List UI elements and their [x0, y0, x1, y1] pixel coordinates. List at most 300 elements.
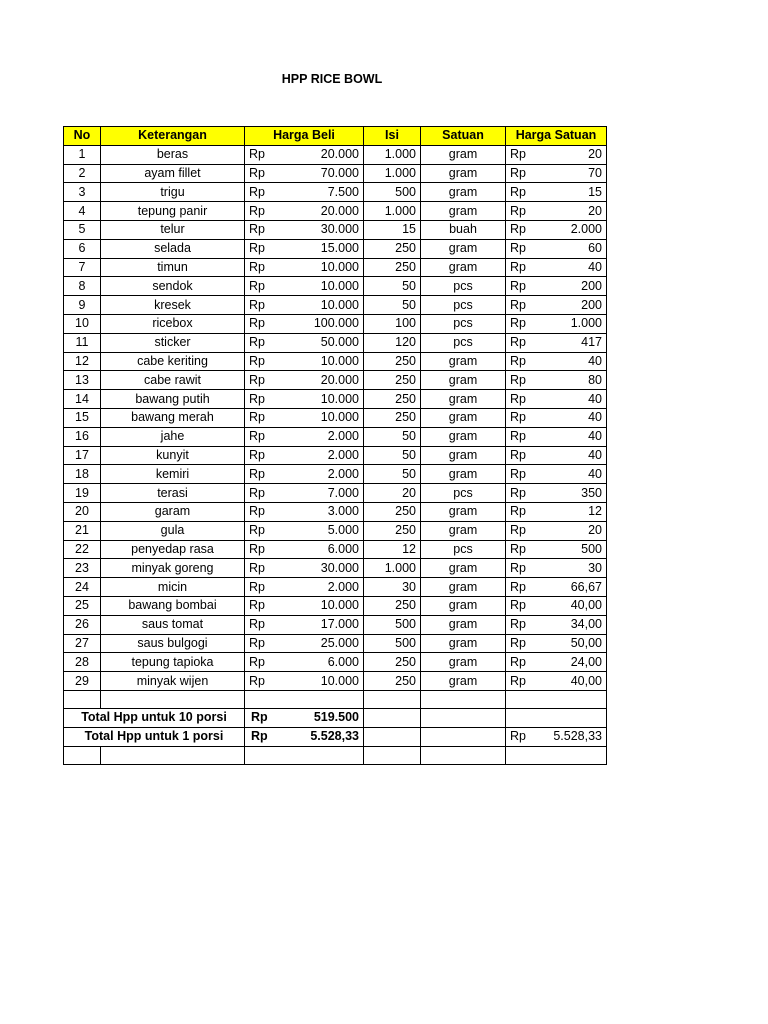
cell-harga-satuan: [506, 352, 607, 371]
harga-beli-value: 50.000: [320, 335, 359, 350]
isi-value: 250: [395, 598, 416, 613]
table-row: [64, 559, 607, 578]
row-number: 20: [75, 504, 89, 519]
satuan-value: pcs: [453, 485, 473, 500]
cell-isi: [364, 653, 421, 672]
cell-satuan: [421, 183, 506, 202]
cell-harga-beli: [245, 465, 364, 484]
isi-value: 500: [395, 617, 416, 632]
isi-value: 250: [395, 673, 416, 688]
row-number: 26: [75, 617, 89, 632]
cell-no: [64, 521, 101, 540]
cell-no: [64, 390, 101, 409]
currency-label: Rp: [510, 673, 526, 688]
isi-value: 250: [395, 241, 416, 256]
row-number: 5: [78, 222, 86, 237]
currency-label: Rp: [510, 372, 526, 387]
cell-keterangan: [101, 615, 245, 634]
cell-harga-satuan: [506, 277, 607, 296]
satuan-value: pcs: [453, 335, 473, 350]
header-harga-satuan: Harga Satuan: [506, 127, 607, 146]
currency-label: Rp: [249, 560, 265, 575]
currency-label: Rp: [510, 429, 526, 444]
item-name: kunyit: [156, 447, 189, 462]
harga-satuan-value: 40: [588, 353, 602, 368]
currency-label: Rp: [510, 541, 526, 556]
cell-isi: [364, 540, 421, 559]
harga-beli-value: 15.000: [320, 241, 359, 256]
table-row: [64, 540, 607, 559]
isi-value: 12: [402, 541, 416, 556]
cell-harga-beli: [245, 333, 364, 352]
harga-satuan-value: 40: [588, 410, 602, 425]
cell-harga-satuan: [506, 465, 607, 484]
table-row: [64, 164, 607, 183]
cell-harga-satuan: [506, 258, 607, 277]
cell-harga-satuan: [506, 653, 607, 672]
harga-beli-value: 100.000: [313, 316, 359, 331]
empty-cell: [101, 690, 245, 708]
table-row: [64, 465, 607, 484]
harga-satuan-value: 50,00: [570, 635, 602, 650]
total-1-row: [64, 727, 607, 746]
cell-harga-beli: [245, 408, 364, 427]
item-name: jahe: [160, 429, 185, 444]
satuan-value: gram: [448, 654, 478, 669]
cell-no: [64, 540, 101, 559]
cell-isi: [364, 596, 421, 615]
satuan-value: gram: [448, 447, 478, 462]
item-name: selada: [154, 241, 191, 256]
harga-satuan-value: 20: [588, 203, 602, 218]
cell-no: [64, 502, 101, 521]
table-row: [64, 258, 607, 277]
table-row: [64, 220, 607, 239]
cell-harga-beli: [245, 314, 364, 333]
cell-satuan: [421, 465, 506, 484]
harga-satuan-value: 200: [581, 278, 602, 293]
currency-label: Rp: [249, 523, 265, 538]
currency-label: Rp: [249, 485, 265, 500]
row-number: 19: [75, 485, 89, 500]
isi-value: 250: [395, 523, 416, 538]
item-name: bawang merah: [131, 410, 214, 425]
harga-beli-value: 30.000: [320, 560, 359, 575]
cell-satuan: [421, 296, 506, 315]
currency-label: Rp: [510, 635, 526, 650]
isi-value: 250: [395, 654, 416, 669]
item-name: telur: [160, 222, 185, 237]
cell-satuan: [421, 164, 506, 183]
cell-keterangan: [101, 578, 245, 597]
cell-satuan: [421, 371, 506, 390]
cell-satuan: [421, 672, 506, 691]
total-1-value: 5.528,33: [310, 729, 359, 744]
row-number: 28: [75, 654, 89, 669]
empty-cell: [421, 690, 506, 708]
isi-value: 250: [395, 259, 416, 274]
table-row: [64, 408, 607, 427]
currency-label: Rp: [249, 504, 265, 519]
cell-harga-satuan: [506, 559, 607, 578]
harga-beli-value: 2.000: [327, 579, 359, 594]
currency-label: Rp: [249, 259, 265, 274]
empty-cell: [245, 746, 364, 764]
isi-value: 50: [402, 429, 416, 444]
table-row: [64, 427, 607, 446]
cell-harga-satuan: [506, 183, 607, 202]
satuan-value: gram: [448, 410, 478, 425]
isi-value: 500: [395, 184, 416, 199]
isi-value: 1.000: [384, 203, 416, 218]
cell-harga-beli: [245, 484, 364, 503]
cell-no: [64, 465, 101, 484]
isi-value: 500: [395, 635, 416, 650]
harga-beli-value: 2.000: [327, 466, 359, 481]
empty-cell: [421, 746, 506, 764]
currency-label: Rp: [510, 447, 526, 462]
row-number: 23: [75, 560, 89, 575]
satuan-value: gram: [448, 466, 478, 481]
currency-label: Rp: [510, 259, 526, 274]
cell-satuan: [421, 559, 506, 578]
cell-isi: [364, 446, 421, 465]
cell-harga-satuan: [506, 427, 607, 446]
cell-harga-beli: [245, 296, 364, 315]
item-name: minyak goreng: [131, 560, 214, 575]
harga-satuan-value: 1.000: [570, 316, 602, 331]
satuan-value: gram: [448, 391, 478, 406]
cell-no: [64, 277, 101, 296]
cell-harga-beli: [245, 202, 364, 221]
isi-value: 1.000: [384, 560, 416, 575]
cell-keterangan: [101, 502, 245, 521]
table-row: [64, 578, 607, 597]
cell-harga-satuan: [506, 615, 607, 634]
row-number: 16: [75, 429, 89, 444]
item-name: cabe rawit: [144, 372, 201, 387]
satuan-value: pcs: [453, 316, 473, 331]
item-name: penyedap rasa: [131, 541, 214, 556]
table-row: [64, 296, 607, 315]
item-name: garam: [154, 504, 191, 519]
currency-label: Rp: [251, 710, 268, 725]
cell-keterangan: [101, 672, 245, 691]
empty-cell: [364, 708, 421, 727]
empty-cell: [245, 690, 364, 708]
item-name: bawang putih: [135, 391, 210, 406]
cell-harga-satuan: [506, 164, 607, 183]
cell-harga-satuan: [506, 540, 607, 559]
harga-beli-value: 70.000: [320, 165, 359, 180]
item-name: timun: [157, 259, 188, 274]
harga-satuan-value: 34,00: [570, 617, 602, 632]
currency-label: Rp: [510, 241, 526, 256]
isi-value: 50: [402, 297, 416, 312]
cell-satuan: [421, 277, 506, 296]
table-row: [64, 183, 607, 202]
row-number: 10: [75, 316, 89, 331]
row-number: 12: [75, 353, 89, 368]
satuan-value: gram: [448, 673, 478, 688]
isi-value: 50: [402, 447, 416, 462]
isi-value: 250: [395, 391, 416, 406]
harga-satuan-value: 20: [588, 147, 602, 162]
currency-label: Rp: [510, 353, 526, 368]
isi-value: 1.000: [384, 165, 416, 180]
cell-satuan: [421, 540, 506, 559]
currency-label: Rp: [510, 729, 526, 744]
satuan-value: gram: [448, 579, 478, 594]
currency-label: Rp: [249, 617, 265, 632]
empty-cell: [364, 746, 421, 764]
item-name: gula: [160, 523, 185, 538]
cell-harga-beli: [245, 596, 364, 615]
isi-value: 250: [395, 410, 416, 425]
cell-keterangan: [101, 202, 245, 221]
cell-isi: [364, 296, 421, 315]
cell-harga-beli: [245, 634, 364, 653]
cell-harga-satuan: [506, 333, 607, 352]
currency-label: Rp: [510, 297, 526, 312]
harga-satuan-value: 40: [588, 391, 602, 406]
row-number: 2: [78, 165, 86, 180]
cell-harga-satuan: [506, 371, 607, 390]
harga-satuan-value: 40: [588, 466, 602, 481]
cell-isi: [364, 427, 421, 446]
cell-satuan: [421, 145, 506, 164]
harga-satuan-value: 15: [588, 184, 602, 199]
cell-keterangan: [101, 352, 245, 371]
empty-cell: [64, 746, 101, 764]
satuan-value: pcs: [453, 297, 473, 312]
isi-value: 20: [402, 485, 416, 500]
currency-label: Rp: [249, 447, 265, 462]
cell-harga-beli: [245, 220, 364, 239]
satuan-value: gram: [448, 598, 478, 613]
harga-beli-value: 6.000: [327, 654, 359, 669]
header-keterangan: Keterangan: [101, 127, 245, 146]
cell-keterangan: [101, 220, 245, 239]
cell-harga-satuan: [506, 390, 607, 409]
cell-no: [64, 220, 101, 239]
cell-isi: [364, 333, 421, 352]
item-name: terasi: [157, 485, 188, 500]
row-number: 29: [75, 673, 89, 688]
cell-no: [64, 352, 101, 371]
cell-harga-beli: [245, 352, 364, 371]
table-row: [64, 277, 607, 296]
hpp-table: [63, 126, 607, 765]
table-row: [64, 314, 607, 333]
currency-label: Rp: [510, 523, 526, 538]
item-name: tepung panir: [137, 203, 208, 218]
item-name: ayam fillet: [144, 165, 201, 180]
harga-beli-value: 5.000: [327, 523, 359, 538]
currency-label: Rp: [510, 147, 526, 162]
cell-keterangan: [101, 371, 245, 390]
cell-harga-satuan: [506, 314, 607, 333]
cell-harga-satuan: [506, 578, 607, 597]
cell-keterangan: [101, 540, 245, 559]
harga-satuan-value: 40: [588, 447, 602, 462]
satuan-value: gram: [448, 635, 478, 650]
cell-keterangan: [101, 183, 245, 202]
currency-label: Rp: [249, 598, 265, 613]
cell-keterangan: [101, 427, 245, 446]
cell-no: [64, 672, 101, 691]
cell-satuan: [421, 352, 506, 371]
cell-harga-beli: [245, 502, 364, 521]
cell-harga-beli: [245, 578, 364, 597]
table-row: [64, 371, 607, 390]
cell-isi: [364, 634, 421, 653]
cell-no: [64, 183, 101, 202]
cell-isi: [364, 465, 421, 484]
harga-satuan-value: 20: [588, 523, 602, 538]
cell-satuan: [421, 596, 506, 615]
harga-beli-value: 3.000: [327, 504, 359, 519]
row-number: 13: [75, 372, 89, 387]
cell-satuan: [421, 408, 506, 427]
cell-no: [64, 408, 101, 427]
cell-no: [64, 427, 101, 446]
cell-satuan: [421, 258, 506, 277]
empty-cell: [506, 746, 607, 764]
currency-label: Rp: [249, 635, 265, 650]
item-name: beras: [156, 147, 189, 162]
currency-label: Rp: [249, 372, 265, 387]
item-name: trigu: [160, 184, 185, 199]
table-row: [64, 596, 607, 615]
harga-satuan-value: 80: [588, 372, 602, 387]
row-number: 9: [78, 297, 86, 312]
cell-harga-beli: [245, 145, 364, 164]
harga-beli-value: 10.000: [320, 391, 359, 406]
cell-isi: [364, 239, 421, 258]
harga-beli-value: 7.500: [327, 184, 359, 199]
total-10-label-cell: [64, 708, 245, 727]
satuan-value: gram: [448, 241, 478, 256]
cell-harga-satuan: [506, 672, 607, 691]
currency-label: Rp: [510, 278, 526, 293]
item-name: bawang bombai: [128, 598, 217, 613]
cell-satuan: [421, 615, 506, 634]
currency-label: Rp: [510, 654, 526, 669]
table-row: [64, 145, 607, 164]
empty-cell: [506, 708, 607, 727]
item-name: kemiri: [155, 466, 190, 481]
item-name: minyak wijen: [136, 673, 209, 688]
cell-isi: [364, 502, 421, 521]
cell-isi: [364, 578, 421, 597]
isi-value: 250: [395, 504, 416, 519]
total-10-row: [64, 708, 607, 727]
table-row: [64, 653, 607, 672]
cell-harga-satuan: [506, 239, 607, 258]
cell-keterangan: [101, 164, 245, 183]
table-row: [64, 521, 607, 540]
cell-harga-beli: [245, 164, 364, 183]
cell-isi: [364, 145, 421, 164]
cell-keterangan: [101, 521, 245, 540]
empty-row: [64, 746, 607, 764]
cell-no: [64, 484, 101, 503]
cell-no: [64, 296, 101, 315]
item-name: sticker: [154, 335, 191, 350]
cell-no: [64, 559, 101, 578]
cell-no: [64, 596, 101, 615]
cell-harga-beli: [245, 427, 364, 446]
cell-harga-satuan: [506, 521, 607, 540]
cell-no: [64, 615, 101, 634]
harga-beli-value: 17.000: [320, 617, 359, 632]
table-row: [64, 239, 607, 258]
currency-label: Rp: [249, 203, 265, 218]
cell-keterangan: [101, 446, 245, 465]
harga-satuan-value: 12: [588, 504, 602, 519]
item-name: saus bulgogi: [137, 635, 208, 650]
satuan-value: gram: [448, 523, 478, 538]
empty-cell: [506, 690, 607, 708]
item-name: tepung tapioka: [131, 654, 214, 669]
total-1-harga-satuan-value: 5.528,33: [553, 729, 602, 744]
cell-harga-satuan: [506, 145, 607, 164]
header-satuan: Satuan: [421, 127, 506, 146]
table-row: [64, 672, 607, 691]
isi-value: 250: [395, 353, 416, 368]
currency-label: Rp: [249, 335, 265, 350]
row-number: 24: [75, 579, 89, 594]
cell-harga-beli: [245, 653, 364, 672]
harga-satuan-value: 60: [588, 241, 602, 256]
currency-label: Rp: [249, 165, 265, 180]
cell-no: [64, 202, 101, 221]
cell-satuan: [421, 484, 506, 503]
header-isi: Isi: [364, 127, 421, 146]
cell-harga-satuan: [506, 202, 607, 221]
cell-no: [64, 578, 101, 597]
cell-no: [64, 239, 101, 258]
satuan-value: gram: [448, 165, 478, 180]
cell-isi: [364, 408, 421, 427]
total-10-label: Total Hpp untuk 10 porsi: [81, 710, 227, 725]
cell-satuan: [421, 521, 506, 540]
item-name: sendok: [152, 278, 193, 293]
cell-no: [64, 634, 101, 653]
currency-label: Rp: [510, 466, 526, 481]
cell-satuan: [421, 502, 506, 521]
total-1-label-cell: [64, 727, 245, 746]
row-number: 21: [75, 523, 89, 538]
isi-value: 30: [402, 579, 416, 594]
cell-harga-beli: [245, 371, 364, 390]
cell-harga-beli: [245, 521, 364, 540]
cell-satuan: [421, 653, 506, 672]
harga-satuan-value: 40,00: [570, 673, 602, 688]
harga-beli-value: 30.000: [320, 222, 359, 237]
isi-value: 50: [402, 466, 416, 481]
cell-satuan: [421, 578, 506, 597]
total-1-value-cell: [245, 727, 364, 746]
satuan-value: gram: [448, 617, 478, 632]
currency-label: Rp: [249, 147, 265, 162]
cell-harga-satuan: [506, 634, 607, 653]
currency-label: Rp: [510, 184, 526, 199]
currency-label: Rp: [510, 222, 526, 237]
cell-harga-beli: [245, 390, 364, 409]
currency-label: Rp: [249, 466, 265, 481]
